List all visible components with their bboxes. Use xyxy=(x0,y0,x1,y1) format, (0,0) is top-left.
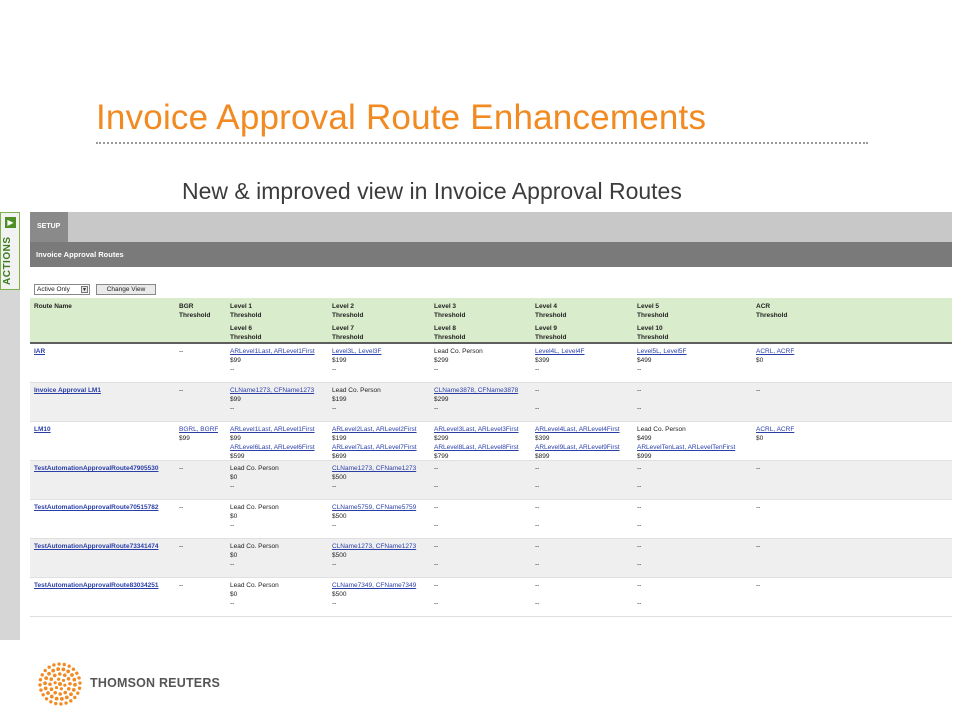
logo-dot xyxy=(69,699,72,702)
level-cell: -- xyxy=(535,465,540,472)
col-bgr: BGR Threshold xyxy=(179,303,211,319)
logo-dot xyxy=(46,691,50,695)
logo-dot xyxy=(45,697,48,700)
level-cell: -- xyxy=(535,582,540,589)
level-cell: Lead Co. Person $299 xyxy=(434,348,483,364)
logo-dot xyxy=(63,663,66,666)
level-cell[interactable]: ARLevel7Last, ARLevel7First $699 xyxy=(332,444,417,460)
acr-cell[interactable]: ACRL, ACRF $0 xyxy=(756,426,795,442)
logo-dot xyxy=(41,693,44,696)
level-cell: Lead Co. Person $499 xyxy=(637,426,686,442)
logo-dot xyxy=(76,691,79,694)
route-name-link[interactable]: TestAutomationApprovalRoute83034251 xyxy=(34,582,159,589)
expand-arrow-icon[interactable]: ▶ xyxy=(5,217,16,228)
level-cell[interactable]: ARLevel9Last, ARLevel9First $899 xyxy=(535,444,620,460)
level-cell: -- xyxy=(535,483,540,490)
level-cell[interactable]: ARLevel6Last, ARLevel6First $599 xyxy=(230,444,315,460)
level-cell: -- xyxy=(535,387,540,394)
logo-dot xyxy=(56,667,60,671)
level-cell[interactable]: ARLevel1Last, ARLevel1First $99 xyxy=(230,348,315,364)
logo-dot xyxy=(44,686,48,690)
table-row xyxy=(30,578,952,617)
level-cell: -- xyxy=(332,600,337,607)
logo-dot xyxy=(38,683,41,686)
logo-dot xyxy=(67,677,71,681)
level-cell[interactable]: Level5L, Level5F $499 xyxy=(637,348,687,364)
level-cell: -- xyxy=(434,600,439,607)
level-cell: Lead Co. Person $0 xyxy=(230,465,279,481)
level-cell: -- xyxy=(637,543,642,550)
level-cell[interactable]: ARLevel4Last, ARLevel4First $399 xyxy=(535,426,620,442)
level-cell: -- xyxy=(332,522,337,529)
logo-dot xyxy=(70,673,74,677)
logo-dot xyxy=(55,686,58,689)
level-cell: -- xyxy=(637,582,642,589)
bgr-cell[interactable]: BGRL, BGRF $99 xyxy=(179,426,219,442)
col-level-4: Level 4 Threshold xyxy=(535,303,567,319)
logo-dot xyxy=(72,678,76,682)
slide-subtitle: New & improved view in Invoice Approval Routes xyxy=(182,178,682,204)
col-level-7: Level 7 Threshold xyxy=(332,325,364,341)
logo-dot xyxy=(78,681,81,684)
logo-dot xyxy=(47,672,51,676)
slide-title: Invoice Approval Route Enhancements xyxy=(96,98,707,137)
bgr-cell: -- xyxy=(179,504,184,511)
logo-dot xyxy=(50,687,54,691)
col-level-8: Level 8 Threshold xyxy=(434,325,466,341)
logo-dot xyxy=(66,670,70,674)
logo-dot xyxy=(75,671,78,674)
level-cell: Lead Co. Person $0 xyxy=(230,543,279,559)
logo-dot xyxy=(72,688,76,692)
level-cell: -- xyxy=(535,561,540,568)
level-cell: Lead Co. Person $199 xyxy=(332,387,381,403)
routes-table xyxy=(30,298,952,617)
acr-cell: -- xyxy=(756,504,761,511)
level-cell: -- xyxy=(434,582,439,589)
level-cell: -- xyxy=(230,483,235,490)
logo-dot xyxy=(59,702,62,705)
acr-cell: -- xyxy=(756,387,761,394)
level-cell: -- xyxy=(535,543,540,550)
logo-dot xyxy=(61,667,65,671)
level-cell[interactable]: CLName7349, CFName7349 $500 xyxy=(332,582,417,598)
thomson-reuters-logo-icon xyxy=(38,662,82,706)
logo-dot xyxy=(58,682,62,686)
level-cell[interactable]: Level4L, Level4F $399 xyxy=(535,348,585,364)
level-cell: -- xyxy=(332,483,337,490)
level-cell: -- xyxy=(637,600,642,607)
logo-dot xyxy=(73,683,77,687)
level-cell: -- xyxy=(230,561,235,568)
tab-setup[interactable]: SETUP xyxy=(30,212,68,242)
logo-dot xyxy=(63,684,66,687)
logo-dot xyxy=(58,692,62,696)
logo-dot xyxy=(54,702,57,705)
level-cell: -- xyxy=(637,465,642,472)
table-header xyxy=(30,298,952,344)
logo-dot xyxy=(55,697,59,701)
col-level-9: Level 9 Threshold xyxy=(535,325,567,341)
logo-dot xyxy=(60,687,63,690)
logo-dot xyxy=(60,697,64,701)
logo-dot xyxy=(77,676,80,679)
col-level-10: Level 10 Threshold xyxy=(637,325,669,341)
level-cell: Lead Co. Person $0 xyxy=(230,504,279,520)
logo-dot xyxy=(43,681,47,685)
col-level-5: Level 5 Threshold xyxy=(637,303,669,319)
logo-dot xyxy=(69,692,73,696)
level-cell: -- xyxy=(637,504,642,511)
level-cell: -- xyxy=(535,366,540,373)
level-cell[interactable]: Level3L, Level3F $199 xyxy=(332,348,382,364)
logo-dot xyxy=(54,681,57,684)
level-cell: -- xyxy=(332,561,337,568)
logo-dot xyxy=(53,691,57,695)
table-row xyxy=(30,461,952,500)
level-cell: -- xyxy=(637,483,642,490)
actions-label: ACTIONS xyxy=(2,236,13,285)
col-acr: ACR Threshold xyxy=(756,303,788,319)
level-cell: -- xyxy=(434,522,439,529)
level-cell: -- xyxy=(637,405,642,412)
level-cell: -- xyxy=(230,522,235,529)
logo-dot xyxy=(52,663,55,666)
logo-dot xyxy=(78,687,81,690)
logo-dot xyxy=(68,682,72,686)
level-cell: -- xyxy=(434,366,439,373)
level-cell: -- xyxy=(230,405,235,412)
col-level-3: Level 3 Threshold xyxy=(434,303,466,319)
level-cell[interactable]: CLName1273, CFName1273 $500 xyxy=(332,543,417,559)
logo-dot xyxy=(65,695,69,699)
level-cell: -- xyxy=(637,522,642,529)
level-cell: -- xyxy=(535,522,540,529)
route-name-link[interactable]: TestAutomationApprovalRoute70515782 xyxy=(34,504,159,511)
logo-dot xyxy=(72,668,75,671)
level-cell[interactable]: CLName1273, CFName1273 $500 xyxy=(332,465,417,481)
logo-dot xyxy=(51,669,55,673)
actions-tab[interactable] xyxy=(0,212,20,290)
logo-dot xyxy=(49,700,52,703)
logo-dot xyxy=(58,672,62,676)
level-cell: -- xyxy=(637,561,642,568)
logo-dot xyxy=(53,674,57,678)
route-name-link[interactable]: TestAutomationApprovalRoute47905530 xyxy=(34,465,159,472)
level-cell[interactable]: ARLevel8Last, ARLevel8First $799 xyxy=(434,444,519,460)
logo-dot xyxy=(44,676,48,680)
level-cell: -- xyxy=(434,504,439,511)
route-name-link[interactable]: TestAutomationApprovalRoute73341474 xyxy=(34,543,159,550)
level-cell: -- xyxy=(535,504,540,511)
logo-dot xyxy=(47,665,50,668)
logo-dot xyxy=(50,695,54,699)
logo-dot xyxy=(41,673,44,676)
bgr-cell: -- xyxy=(179,465,184,472)
level-cell[interactable]: ARLevelTenLast, ARLevelTenFirst $999 xyxy=(637,444,736,460)
top-nav-bar xyxy=(30,212,952,242)
level-cell: -- xyxy=(434,561,439,568)
acr-cell: -- xyxy=(756,543,761,550)
bgr-cell: -- xyxy=(179,348,184,355)
route-name-link[interactable]: IAR xyxy=(34,348,46,355)
level-cell[interactable]: ARLevel2Last, ARLevel2First $199 xyxy=(332,426,417,442)
table-row xyxy=(30,500,952,539)
level-cell[interactable]: CLName1273, CFName1273 $99 xyxy=(230,387,315,403)
level-cell: -- xyxy=(535,405,540,412)
table-row xyxy=(30,422,952,461)
logo-dot xyxy=(57,662,60,665)
level-cell: -- xyxy=(637,366,642,373)
level-cell: -- xyxy=(230,366,235,373)
level-cell: -- xyxy=(434,405,439,412)
route-name-link[interactable]: LM10 xyxy=(34,426,51,433)
bgr-cell: -- xyxy=(179,582,184,589)
logo-dot xyxy=(64,701,67,704)
col-level-6: Level 6 Threshold xyxy=(230,325,262,341)
level-cell: -- xyxy=(332,366,337,373)
logo-dot xyxy=(62,679,65,682)
level-cell[interactable]: CLName3878, CFName3878 $299 xyxy=(434,387,519,403)
logo-dot xyxy=(49,677,53,681)
level-cell: -- xyxy=(434,483,439,490)
level-cell: -- xyxy=(434,465,439,472)
level-cell: Lead Co. Person $0 xyxy=(230,582,279,598)
thomson-reuters-wordmark: THOMSON REUTERS xyxy=(90,676,221,690)
bgr-cell: -- xyxy=(179,543,184,550)
level-cell: -- xyxy=(230,600,235,607)
level-cell[interactable]: CLName5759, CFName5759 $500 xyxy=(332,504,417,520)
level-cell[interactable]: ARLevel3Last, ARLevel3First $299 xyxy=(434,426,519,442)
logo-dot xyxy=(67,687,71,691)
col-level-1: Level 1 Threshold xyxy=(230,303,262,319)
acr-cell: -- xyxy=(756,582,761,589)
level-cell: -- xyxy=(637,387,642,394)
logo-dot xyxy=(73,696,76,699)
page-title-bar: Invoice Approval Routes xyxy=(30,242,952,267)
col-route-name: Route Name xyxy=(34,303,72,310)
view-filter-select[interactable] xyxy=(34,284,90,295)
title-divider xyxy=(96,142,868,144)
acr-cell[interactable]: ACRL, ACRF $0 xyxy=(756,348,795,364)
bgr-cell: -- xyxy=(179,387,184,394)
logo-dot xyxy=(44,669,47,672)
table-row xyxy=(30,539,952,578)
acr-cell: -- xyxy=(756,465,761,472)
logo-dot xyxy=(48,682,52,686)
table-row xyxy=(30,383,952,422)
level-cell: -- xyxy=(434,543,439,550)
logo-dot xyxy=(67,665,70,668)
table-body xyxy=(30,344,952,617)
change-view-button[interactable]: Change View xyxy=(96,284,156,295)
logo-dot xyxy=(63,691,67,695)
col-level-2: Level 2 Threshold xyxy=(332,303,364,319)
level-cell: -- xyxy=(332,405,337,412)
logo-dot xyxy=(57,678,60,681)
level-cell[interactable]: ARLevel1Last, ARLevel1First $99 xyxy=(230,426,315,442)
app-window xyxy=(30,212,952,640)
logo-dot xyxy=(39,688,42,691)
table-row xyxy=(30,344,952,383)
route-name-link[interactable]: Invoice Approval LM1 xyxy=(34,387,101,394)
logo-dot xyxy=(63,673,67,677)
view-filter-value: Active Only xyxy=(37,286,70,293)
logo-dot xyxy=(39,678,42,681)
chevron-down-icon[interactable]: ▼ xyxy=(82,287,87,293)
level-cell: -- xyxy=(535,600,540,607)
